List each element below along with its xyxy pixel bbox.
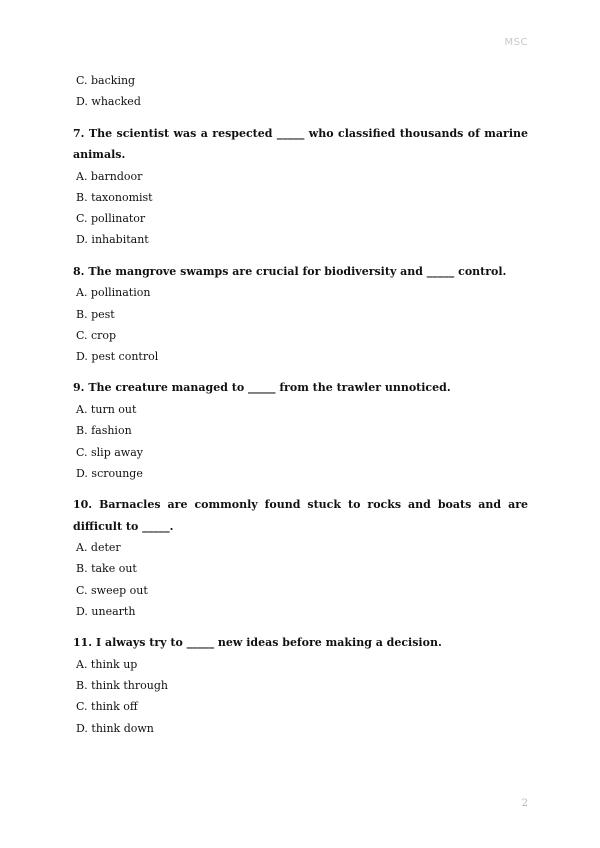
q10-option-d: D. unearth: [76, 605, 136, 619]
q11-option-b: B. think through: [76, 679, 168, 693]
q8-option-d: D. pest control: [76, 350, 159, 364]
header-mark: MSC: [504, 37, 528, 48]
q9-option-a: A. turn out: [76, 402, 137, 416]
q11-option-d: D. think down: [76, 721, 154, 735]
q7-option-b: B. taxonomist: [76, 190, 153, 204]
carryover-option-d: D. whacked: [76, 95, 141, 109]
q9-option-c: C. slip away: [76, 445, 143, 459]
q10-option-b: B. take out: [76, 562, 137, 576]
question-7: 7. The scientist was a respected _____ who classified thousands of marine animals.: [73, 126, 528, 162]
question-11: 11. I always try to _____ new ideas before making a decision.: [73, 636, 442, 650]
q7-option-c: C. pollinator: [76, 212, 146, 226]
question-8: 8. The mangrove swamps are crucial for biodiversity and _____ control.: [73, 264, 507, 278]
question-list: [73, 70, 528, 739]
q9-option-d: D. scrounge: [76, 466, 143, 480]
q11-option-a: A. think up: [76, 657, 138, 671]
page-number: 2: [521, 798, 528, 809]
q8-option-c: C. crop: [76, 328, 117, 342]
q10-option-a: A. deter: [76, 541, 121, 555]
q11-option-c: C. think off: [76, 700, 138, 714]
q8-option-b: B. pest: [76, 307, 115, 321]
q10-option-c: C. sweep out: [76, 583, 148, 597]
q8-option-a: A. pollination: [76, 286, 151, 300]
question-10: 10. Barnacles are commonly found stuck to rocks and boats and are difficult to _____.: [73, 498, 528, 533]
q7-option-d: D. inhabitant: [76, 233, 149, 247]
question-9: 9. The creature managed to _____ from the trawler unnoticed.: [73, 381, 451, 395]
q9-option-b: B. fashion: [76, 424, 132, 438]
carryover-option-c: C. backing: [76, 74, 136, 87]
q7-option-a: A. barndoor: [76, 169, 143, 183]
